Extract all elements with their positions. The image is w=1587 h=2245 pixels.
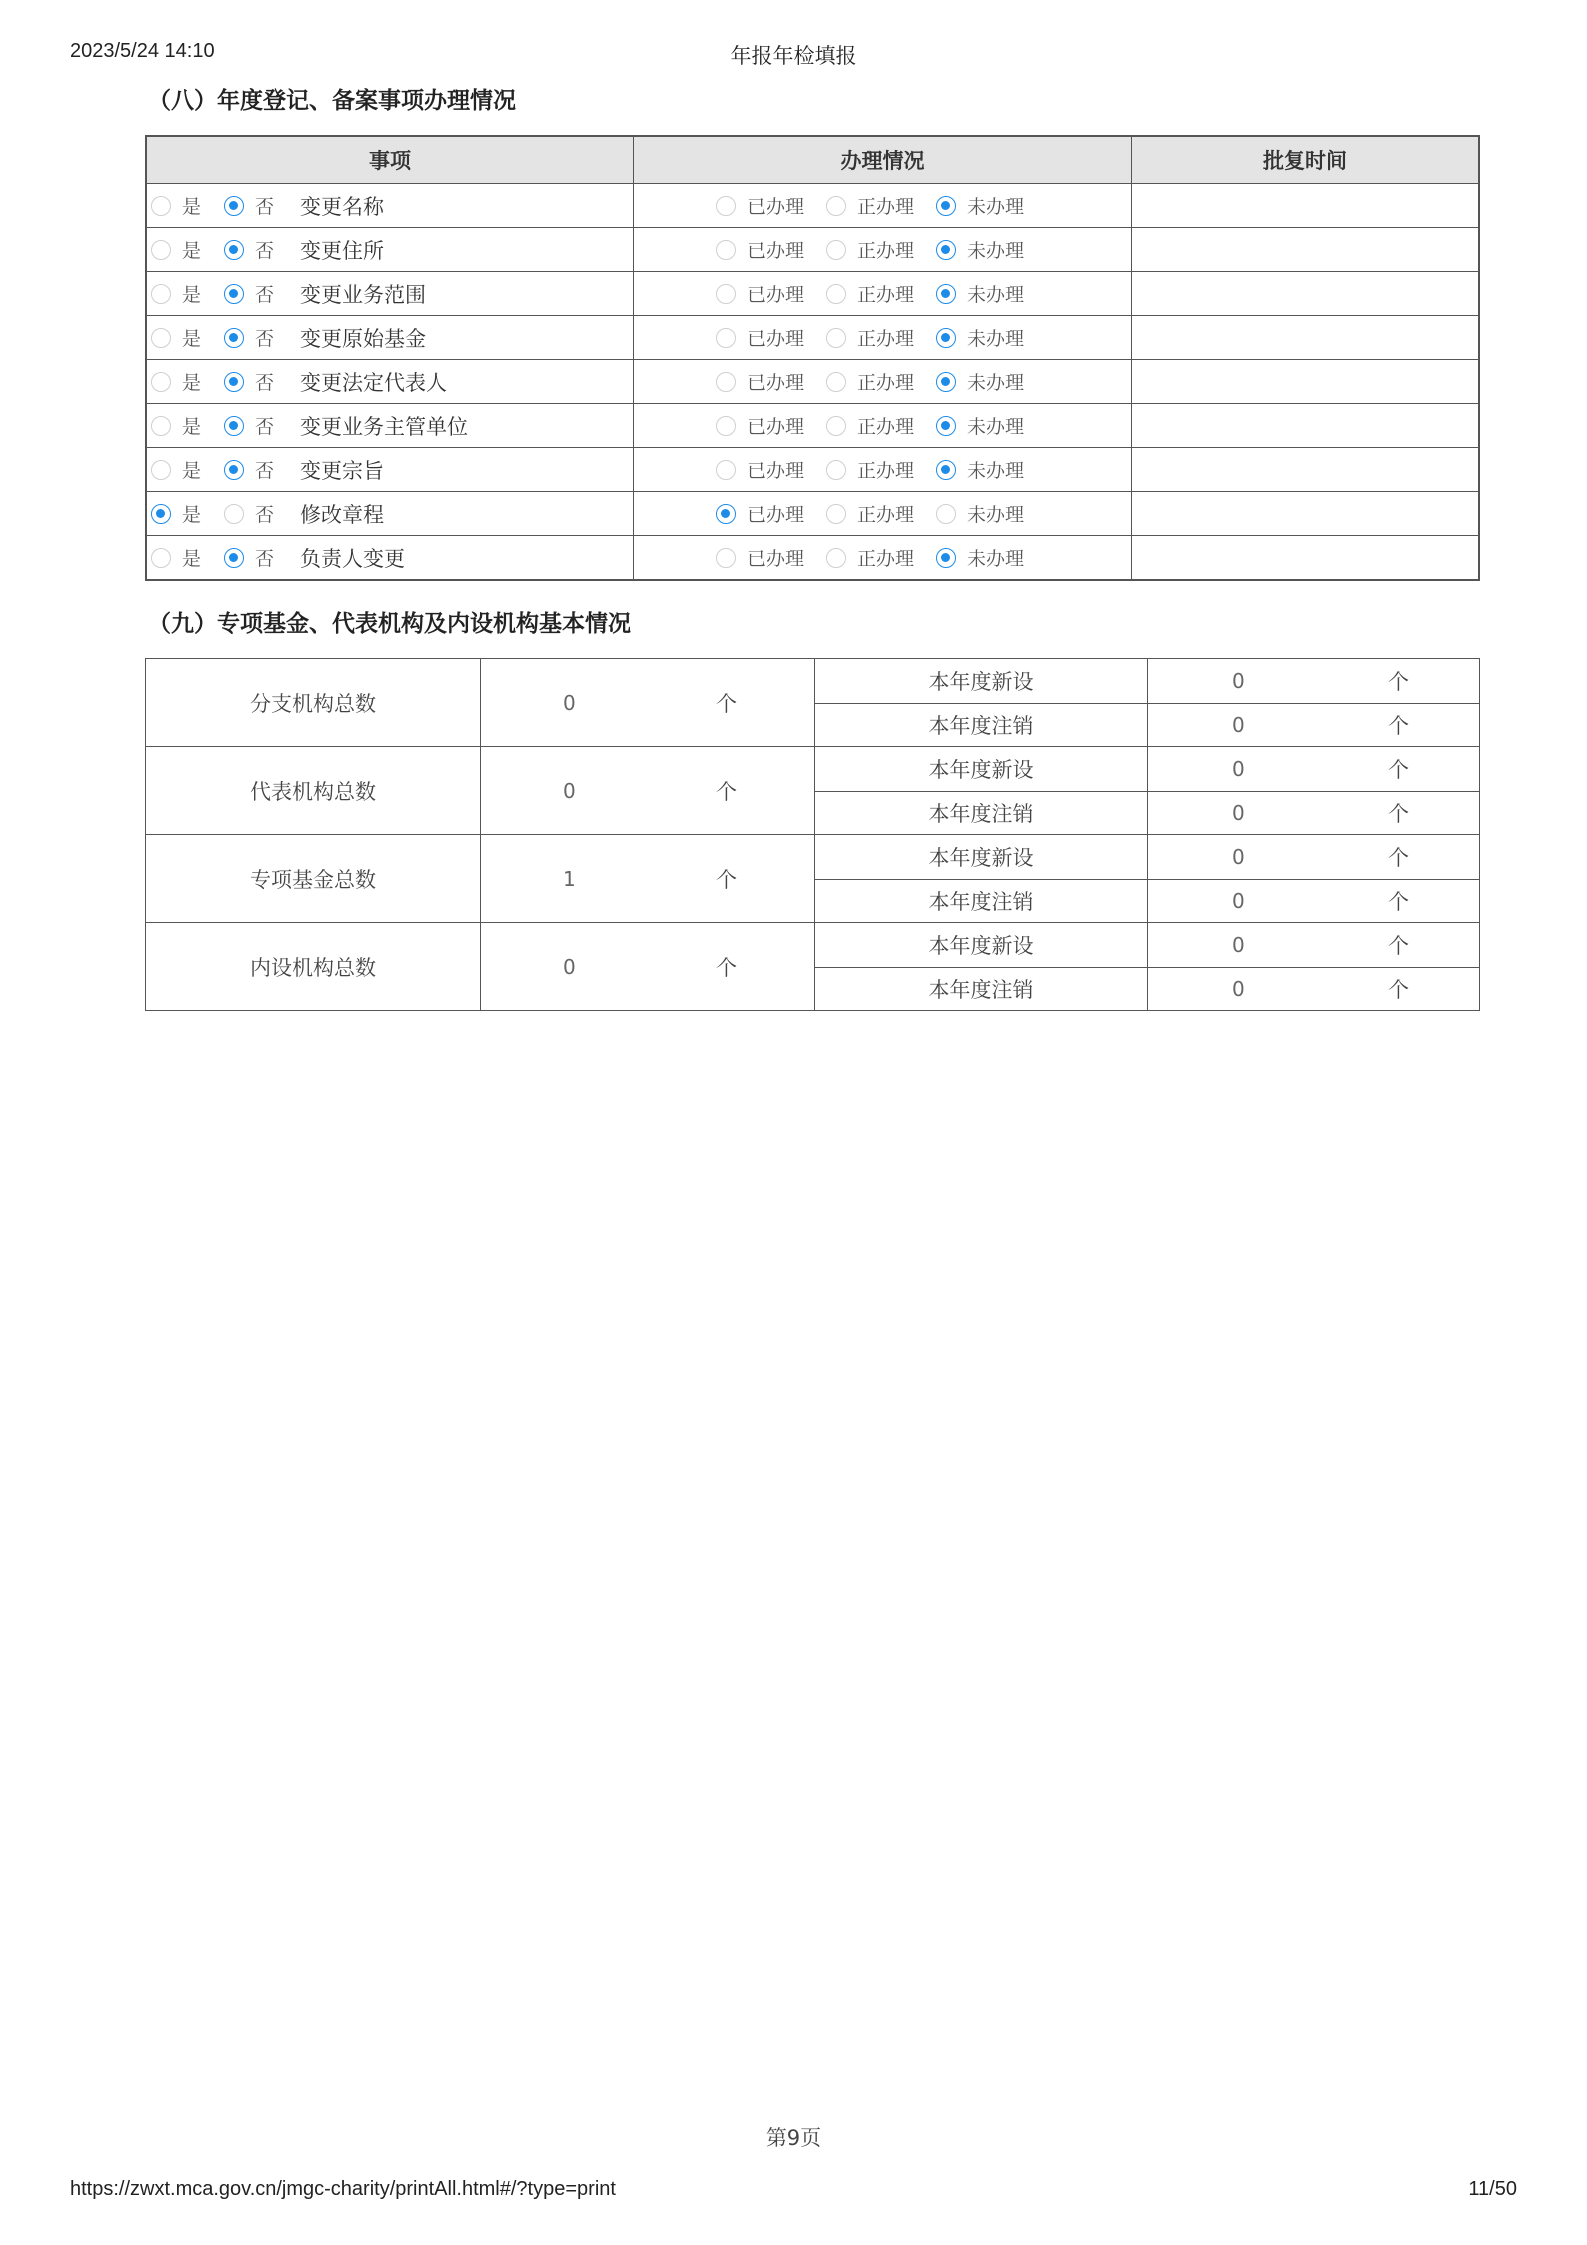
new-this-year-value: 0 — [1232, 844, 1245, 869]
cancelled-this-year-label: 本年度注销 — [815, 880, 1148, 923]
no-option[interactable] — [224, 324, 300, 351]
status-inprogress-option[interactable] — [826, 192, 936, 219]
status-inprogress-option[interactable] — [826, 324, 936, 351]
status-done-option[interactable] — [716, 280, 826, 307]
registration-row — [147, 227, 1478, 271]
status-notdone-option[interactable] — [936, 236, 1024, 263]
yes-option[interactable] — [151, 368, 224, 395]
no-option-radio[interactable] — [224, 460, 244, 480]
new-this-year-value-cell — [1148, 835, 1479, 879]
registration-item-cell — [147, 184, 634, 227]
institution-total-value: 0 — [563, 954, 576, 979]
registration-row — [147, 183, 1478, 227]
no-option-radio[interactable] — [224, 504, 244, 524]
new-this-year-row — [815, 659, 1479, 703]
status-notdone-option-radio[interactable] — [936, 504, 956, 524]
yes-option-label: 是 — [182, 328, 202, 350]
registration-status-cell — [634, 448, 1132, 491]
status-done-option[interactable] — [716, 192, 826, 219]
status-done-option-label: 已办理 — [747, 504, 805, 526]
new-this-year-label: 本年度新设 — [815, 659, 1148, 703]
yes-option[interactable] — [151, 456, 224, 483]
registration-item-cell — [147, 360, 634, 403]
registration-row — [147, 271, 1478, 315]
cancelled-this-year-value-cell — [1148, 704, 1479, 747]
registration-approval-time — [1132, 316, 1478, 359]
yes-option-radio[interactable] — [151, 460, 171, 480]
no-option-label: 否 — [255, 196, 275, 218]
status-notdone-option-radio[interactable] — [936, 240, 956, 260]
registration-item-name: 修改章程 — [300, 502, 384, 527]
registration-row — [147, 447, 1478, 491]
status-inprogress-option-radio[interactable] — [826, 328, 846, 348]
no-option-label: 否 — [255, 284, 275, 306]
cancelled-this-year-row — [815, 879, 1479, 923]
status-inprogress-option-label: 正办理 — [857, 328, 915, 350]
registration-item-cell — [147, 536, 634, 579]
cancelled-this-year-value: 0 — [1232, 800, 1245, 825]
print-datetime: 2023/5/24 14:10 — [70, 40, 215, 62]
section-9-title: （九）专项基金、代表机构及内设机构基本情况 — [148, 611, 631, 637]
cancelled-this-year-value-cell — [1148, 880, 1479, 923]
yes-option-radio[interactable] — [151, 548, 171, 568]
new-this-year-value-cell — [1148, 747, 1479, 791]
yes-option-radio[interactable] — [151, 240, 171, 260]
status-notdone-option-radio[interactable] — [936, 460, 956, 480]
new-this-year-label: 本年度新设 — [815, 923, 1148, 967]
registration-item-name: 变更法定代表人 — [300, 370, 447, 395]
registration-item-cell — [147, 448, 634, 491]
status-notdone-option-label: 未办理 — [967, 460, 1025, 482]
status-done-option-radio[interactable] — [716, 284, 736, 304]
status-inprogress-option-radio[interactable] — [826, 284, 846, 304]
status-notdone-option-label: 未办理 — [967, 284, 1025, 306]
new-this-year-value-cell — [1148, 923, 1479, 967]
status-inprogress-option-label: 正办理 — [857, 284, 915, 306]
cancelled-this-year-unit: 个 — [1388, 801, 1409, 826]
registration-approval-time — [1132, 184, 1478, 227]
yes-option-label: 是 — [182, 284, 202, 306]
status-inprogress-option-label: 正办理 — [857, 416, 915, 438]
status-inprogress-option-label: 正办理 — [857, 240, 915, 262]
no-option-radio[interactable] — [224, 372, 244, 392]
status-inprogress-option-radio[interactable] — [826, 416, 846, 436]
yes-option[interactable] — [151, 324, 224, 351]
no-option-label: 否 — [255, 460, 275, 482]
cancelled-this-year-label: 本年度注销 — [815, 704, 1148, 747]
institution-group-name: 专项基金总数 — [146, 835, 481, 922]
status-notdone-option[interactable] — [936, 324, 1024, 351]
registration-status-cell — [634, 360, 1132, 403]
status-done-option-label: 已办理 — [747, 460, 805, 482]
cancelled-this-year-label: 本年度注销 — [815, 792, 1148, 835]
registration-item-name: 负责人变更 — [300, 546, 405, 571]
institution-total-unit: 个 — [716, 955, 737, 980]
registration-table-header — [147, 137, 1478, 183]
no-option[interactable] — [224, 500, 300, 527]
registration-row — [147, 315, 1478, 359]
page-number: 第9页 — [765, 2126, 822, 2150]
registration-item-cell — [147, 228, 634, 271]
status-notdone-option-radio[interactable] — [936, 548, 956, 568]
new-this-year-label: 本年度新设 — [815, 835, 1148, 879]
institution-group-name: 代表机构总数 — [146, 747, 481, 834]
status-inprogress-option-radio[interactable] — [826, 240, 846, 260]
cancelled-this-year-row — [815, 791, 1479, 835]
status-done-option-radio[interactable] — [716, 416, 736, 436]
status-done-option-radio[interactable] — [716, 548, 736, 568]
institution-group — [146, 923, 1479, 1011]
no-option-label: 否 — [255, 416, 275, 438]
institution-sub-cells — [815, 835, 1479, 922]
status-done-option[interactable] — [716, 368, 826, 395]
yes-option-radio[interactable] — [151, 196, 171, 216]
new-this-year-unit: 个 — [1388, 757, 1409, 782]
registration-approval-time — [1132, 536, 1478, 579]
status-done-option-label: 已办理 — [747, 372, 805, 394]
status-done-option[interactable] — [716, 456, 826, 483]
cancelled-this-year-row — [815, 703, 1479, 747]
new-this-year-label: 本年度新设 — [815, 747, 1148, 791]
institution-total-cell — [481, 835, 815, 922]
institution-group-name: 分支机构总数 — [146, 659, 481, 746]
status-done-option-label: 已办理 — [747, 196, 805, 218]
registration-row — [147, 535, 1478, 579]
registration-item-cell — [147, 272, 634, 315]
registration-status-cell — [634, 536, 1132, 579]
registration-approval-time — [1132, 404, 1478, 447]
registration-status-cell — [634, 272, 1132, 315]
no-option-label: 否 — [255, 504, 275, 526]
print-header-title: 年报年检填报 — [730, 44, 857, 68]
header-item: 事项 — [147, 137, 634, 183]
new-this-year-value: 0 — [1232, 756, 1245, 781]
registration-status-cell — [634, 184, 1132, 227]
institution-group — [146, 747, 1479, 835]
no-option-radio[interactable] — [224, 416, 244, 436]
status-done-option-label: 已办理 — [747, 240, 805, 262]
registration-row — [147, 403, 1478, 447]
cancelled-this-year-unit: 个 — [1388, 713, 1409, 738]
yes-option[interactable] — [151, 192, 224, 219]
new-this-year-value: 0 — [1232, 932, 1245, 957]
yes-option-radio[interactable] — [151, 328, 171, 348]
yes-option-radio[interactable] — [151, 372, 171, 392]
status-done-option-radio[interactable] — [716, 504, 736, 524]
header-status: 办理情况 — [634, 137, 1132, 183]
status-notdone-option[interactable] — [936, 544, 1024, 571]
yes-option[interactable] — [151, 500, 224, 527]
status-inprogress-option-radio[interactable] — [826, 372, 846, 392]
registration-item-name: 变更原始基金 — [300, 326, 426, 351]
institution-group-name: 内设机构总数 — [146, 923, 481, 1010]
yes-option-radio[interactable] — [151, 284, 171, 304]
institutions-table — [145, 658, 1480, 1011]
new-this-year-unit: 个 — [1388, 845, 1409, 870]
new-this-year-value-cell — [1148, 659, 1479, 703]
no-option-label: 否 — [255, 548, 275, 570]
yes-option-label: 是 — [182, 372, 202, 394]
status-inprogress-option-label: 正办理 — [857, 548, 915, 570]
status-done-option[interactable] — [716, 412, 826, 439]
institution-group — [146, 835, 1479, 923]
yes-option-label: 是 — [182, 548, 202, 570]
status-done-option[interactable] — [716, 324, 826, 351]
status-notdone-option-label: 未办理 — [967, 416, 1025, 438]
new-this-year-row — [815, 923, 1479, 967]
status-done-option[interactable] — [716, 544, 826, 571]
status-done-option-radio[interactable] — [716, 196, 736, 216]
institution-total-cell — [481, 923, 815, 1010]
no-option[interactable] — [224, 192, 300, 219]
registration-item-name: 变更业务主管单位 — [300, 414, 468, 439]
no-option-radio[interactable] — [224, 328, 244, 348]
institution-total-cell — [481, 659, 815, 746]
yes-option[interactable] — [151, 280, 224, 307]
status-done-option-label: 已办理 — [747, 548, 805, 570]
status-done-option-label: 已办理 — [747, 328, 805, 350]
yes-option-radio[interactable] — [151, 504, 171, 524]
no-option-radio[interactable] — [224, 196, 244, 216]
status-notdone-option-label: 未办理 — [967, 504, 1025, 526]
no-option[interactable] — [224, 544, 300, 571]
yes-option-radio[interactable] — [151, 416, 171, 436]
status-inprogress-option[interactable] — [826, 456, 936, 483]
institution-group — [146, 659, 1479, 747]
yes-option-label: 是 — [182, 504, 202, 526]
status-done-option-radio[interactable] — [716, 328, 736, 348]
registration-approval-time — [1132, 492, 1478, 535]
new-this-year-unit: 个 — [1388, 669, 1409, 694]
institution-sub-cells — [815, 747, 1479, 834]
cancelled-this-year-unit: 个 — [1388, 977, 1409, 1002]
registration-row — [147, 359, 1478, 403]
status-notdone-option[interactable] — [936, 500, 1024, 527]
status-inprogress-option-radio[interactable] — [826, 196, 846, 216]
status-inprogress-option[interactable] — [826, 412, 936, 439]
status-inprogress-option-label: 正办理 — [857, 372, 915, 394]
status-done-option-label: 已办理 — [747, 284, 805, 306]
status-inprogress-option-radio[interactable] — [826, 504, 846, 524]
status-inprogress-option[interactable] — [826, 368, 936, 395]
institution-sub-cells — [815, 923, 1479, 1010]
new-this-year-row — [815, 747, 1479, 791]
status-notdone-option-label: 未办理 — [967, 196, 1025, 218]
cancelled-this-year-label: 本年度注销 — [815, 968, 1148, 1011]
status-notdone-option[interactable] — [936, 412, 1024, 439]
no-option[interactable] — [224, 412, 300, 439]
institution-total-unit: 个 — [716, 691, 737, 716]
registration-item-cell — [147, 492, 634, 535]
institution-total-cell — [481, 747, 815, 834]
no-option-label: 否 — [255, 372, 275, 394]
cancelled-this-year-unit: 个 — [1388, 889, 1409, 914]
print-footer-url: https://zwxt.mca.gov.cn/jmgc-charity/printAll.html#/?type=print — [70, 2178, 616, 2200]
status-inprogress-option[interactable] — [826, 500, 936, 527]
status-done-option[interactable] — [716, 500, 826, 527]
status-done-option-radio[interactable] — [716, 460, 736, 480]
cancelled-this-year-value-cell — [1148, 968, 1479, 1011]
print-footer-page: 11/50 — [1468, 2178, 1517, 2200]
registration-item-name: 变更住所 — [300, 238, 384, 263]
yes-option[interactable] — [151, 236, 224, 263]
no-option-radio[interactable] — [224, 548, 244, 568]
cancelled-this-year-value: 0 — [1232, 976, 1245, 1001]
registration-status-cell — [634, 404, 1132, 447]
registration-item-name: 变更宗旨 — [300, 458, 384, 483]
yes-option-label: 是 — [182, 240, 202, 262]
yes-option-label: 是 — [182, 416, 202, 438]
status-notdone-option-radio[interactable] — [936, 284, 956, 304]
registration-approval-time — [1132, 448, 1478, 491]
section-8-title: （八）年度登记、备案事项办理情况 — [148, 88, 516, 114]
status-done-option-radio[interactable] — [716, 372, 736, 392]
status-inprogress-option[interactable] — [826, 544, 936, 571]
no-option[interactable] — [224, 236, 300, 263]
status-done-option-label: 已办理 — [747, 416, 805, 438]
registration-item-name: 变更名称 — [300, 194, 384, 219]
yes-option-label: 是 — [182, 460, 202, 482]
registration-status-cell — [634, 228, 1132, 271]
status-inprogress-option-label: 正办理 — [857, 504, 915, 526]
yes-option[interactable] — [151, 412, 224, 439]
status-notdone-option[interactable] — [936, 280, 1024, 307]
status-done-option-radio[interactable] — [716, 240, 736, 260]
status-inprogress-option-label: 正办理 — [857, 196, 915, 218]
new-this-year-row — [815, 835, 1479, 879]
registration-status-cell — [634, 492, 1132, 535]
no-option-radio[interactable] — [224, 240, 244, 260]
registration-item-cell — [147, 404, 634, 447]
institution-sub-cells — [815, 659, 1479, 746]
institution-total-value: 1 — [563, 866, 576, 891]
status-notdone-option-label: 未办理 — [967, 372, 1025, 394]
registration-approval-time — [1132, 360, 1478, 403]
yes-option-label: 是 — [182, 196, 202, 218]
institution-total-value: 0 — [563, 778, 576, 803]
status-inprogress-option[interactable] — [826, 236, 936, 263]
status-inprogress-option[interactable] — [826, 280, 936, 307]
cancelled-this-year-value: 0 — [1232, 888, 1245, 913]
status-inprogress-option-radio[interactable] — [826, 460, 846, 480]
no-option-label: 否 — [255, 328, 275, 350]
status-notdone-option-label: 未办理 — [967, 328, 1025, 350]
registration-table — [145, 135, 1480, 581]
status-notdone-option[interactable] — [936, 192, 1024, 219]
status-notdone-option-label: 未办理 — [967, 240, 1025, 262]
status-inprogress-option-label: 正办理 — [857, 460, 915, 482]
new-this-year-value: 0 — [1232, 668, 1245, 693]
status-done-option[interactable] — [716, 236, 826, 263]
registration-approval-time — [1132, 228, 1478, 271]
institution-total-unit: 个 — [716, 779, 737, 804]
registration-item-name: 变更业务范围 — [300, 282, 426, 307]
status-notdone-option-radio[interactable] — [936, 196, 956, 216]
institution-total-unit: 个 — [716, 867, 737, 892]
cancelled-this-year-value: 0 — [1232, 712, 1245, 737]
status-notdone-option[interactable] — [936, 456, 1024, 483]
cancelled-this-year-row — [815, 967, 1479, 1011]
yes-option[interactable] — [151, 544, 224, 571]
institution-total-value: 0 — [563, 690, 576, 715]
header-approval-time: 批复时间 — [1263, 149, 1347, 173]
no-option[interactable] — [224, 368, 300, 395]
registration-status-cell — [634, 316, 1132, 359]
status-notdone-option[interactable] — [936, 368, 1024, 395]
status-notdone-option-radio[interactable] — [936, 416, 956, 436]
status-notdone-option-label: 未办理 — [967, 548, 1025, 570]
registration-row — [147, 491, 1478, 535]
no-option-label: 否 — [255, 240, 275, 262]
status-notdone-option-radio[interactable] — [936, 328, 956, 348]
new-this-year-unit: 个 — [1388, 933, 1409, 958]
registration-table-body — [147, 183, 1478, 579]
no-option[interactable] — [224, 456, 300, 483]
cancelled-this-year-value-cell — [1148, 792, 1479, 835]
registration-item-cell — [147, 316, 634, 359]
status-notdone-option-radio[interactable] — [936, 372, 956, 392]
registration-approval-time — [1132, 272, 1478, 315]
no-option-radio[interactable] — [224, 284, 244, 304]
status-inprogress-option-radio[interactable] — [826, 548, 846, 568]
no-option[interactable] — [224, 280, 300, 307]
